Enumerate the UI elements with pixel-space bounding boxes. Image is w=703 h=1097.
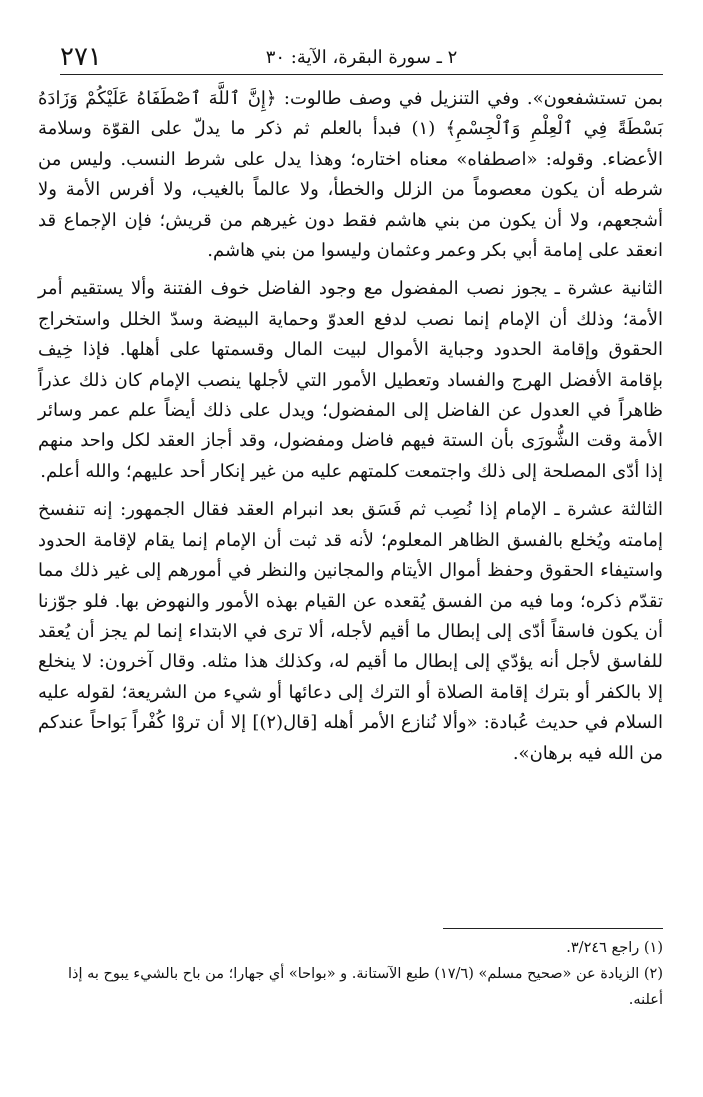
footnote-2: (٢) الزيادة عن «صحيح مسلم» (١٧/٦) طبع الآستانة. و «بواحا» أي جهارا؛ من باح بالشيء يبوح به إذا أعلنه. [68, 966, 663, 1008]
page-number: ٢٧١ [60, 42, 102, 72]
running-head: ٢ ـ سورة البقرة، الآية: ٣٠ [265, 47, 458, 68]
footnotes [40, 928, 663, 1013]
footnote-1: (١) راجع ٣/٢٤٦. [566, 940, 663, 956]
main-text [38, 84, 663, 769]
footnote-divider [443, 928, 663, 929]
paragraph-2: الثانية عشرة ـ يجوز نصب المفضول مع وجود الفاضل خوف الفتنة وألا يستقيم أمر الأمة؛ وذلك أن الإمام إنما نصب لدفع العدوّ وحماية البيضة وسدّ الخلل واستخراج الحقوق وإقامة الحدود وجباية الأموال لبيت المال وقسمتها على أهلها. فإذا خِيف بإقامة الأفضل الهرج والفساد وتعطيل الأمور التي لأجلها ينصب الإمام كان ذلك عذراً ظاهراً في العدول عن الفاضل إلى المفضول؛ ويدل على ذلك أيضاً علم عمر وسائر الأمة وقت الشُّورَى بأن الستة فيهم فاضل ومفضول، وقد أجاز العقد لكل واحد منهم إذا أدّى المصلحة إلى ذلك واجتمعت كلمتهم عليه من غير إنكار أحد عليهم؛ والله أعلم. [38, 278, 663, 482]
page-header [60, 40, 663, 75]
paragraph-3: الثالثة عشرة ـ الإمام إذا نُصِب ثم فَسَق بعد انبرام العقد فقال الجمهور: إنه تنفسخ إمامته ويُخلع بالفسق الظاهر المعلوم؛ لأنه قد ثبت أن الإمام إنما يقام لإقامة الحدود واستيفاء الحقوق وحفظ أموال الأيتام والمجانين والنظر في أمورهم إلى غير ذلك مما تقدّم ذكره؛ وما فيه من الفسق يُقعده عن القيام بهذه الأمور والنهوض بها. فلو جوّزنا أن يكون فاسقاً أدّى إلى إبطال ما أقيم لأجله، ألا ترى في الابتداء إنما لم يجز أن يُعقد للفاسق لأجل أنه يؤدّي إلى إبطال ما أقيم له، وكذلك هذا مثله. وقال آخرون: لا ينخلع إلا بالكفر أو بترك إقامة الصلاة أو الترك إلى دعائها أو شيء من الشريعة؛ لقوله عليه السلام في حديث عُبادة: «وألا نُنازع الأمر أهله [قال(٢)] إلا أن تروْا كُفْراً بَواحاً عندكم من الله فيه برهان». [38, 499, 663, 764]
paragraph-1: بمن تستشفعون». وفي التنزيل في وصف طالوت: ﴿إِنَّ ٱللَّهَ ٱصْطَفَاهُ عَلَيْكُمْ وَزَادَهُ بَسْطَةً فِي ٱلْعِلْمِ وَٱلْجِسْمِ﴾ (١) فبدأ بالعلم ثم ذكر ما يدلّ على القوّة وسلامة الأعضاء. وقوله: «اصطفاه» معناه اختاره؛ وهذا يدل على شرط النسب. وليس من شرطه أن يكون معصوماً من الزلل والخطأ، ولا عالماً بالغيب، ولا أفرس الأمة ولا أشجعهم، ولا أن يكون من بني هاشم فقط دون غيرهم من قريش؛ فإن الإجماع قد انعقد على إمامة أبي بكر وعمر وعثمان وليسوا من بني هاشم. [38, 88, 663, 262]
